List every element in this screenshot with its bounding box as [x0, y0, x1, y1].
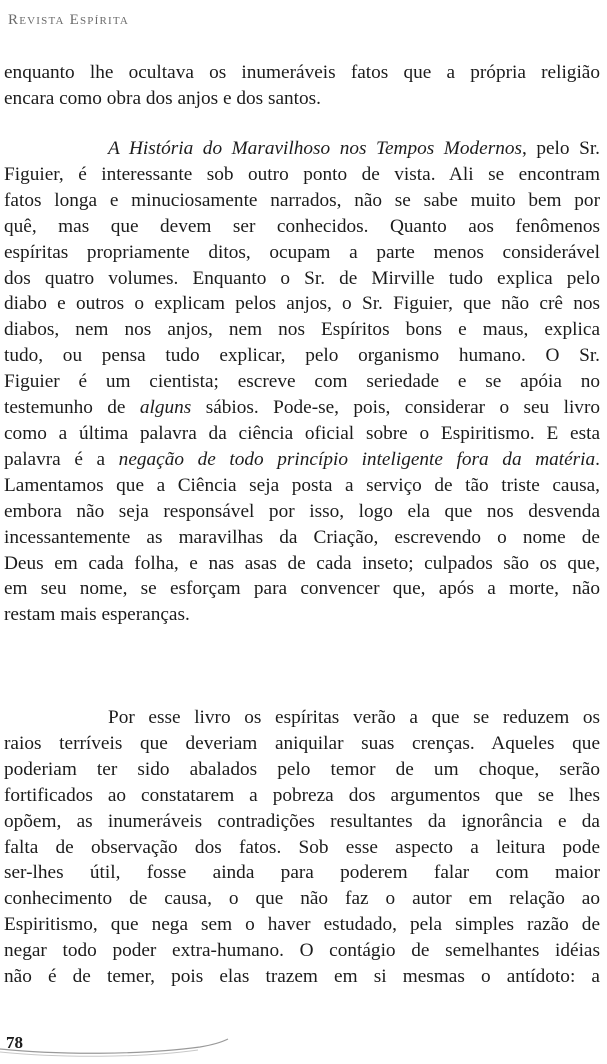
text-line: incessantemente as maravilhas da Criação, escrevendo o nome de [4, 526, 600, 548]
text-line: Figuier é um cientista; escreve com seriedade e se apóia no [4, 371, 600, 393]
text-line: restam mais esperanças. [4, 604, 190, 626]
text-line: fatos longa e minuciosamente narrados, não se sabe muito bem por [4, 189, 600, 211]
text-line: embora não seja responsável por isso, logo ela que nos desvenda [4, 500, 600, 522]
italic-phrase: alguns [139, 397, 192, 419]
text-line: palavra é a negação de todo princípio inteligente fora da matéria. [4, 448, 600, 470]
text-line: espíritas propriamente ditos, ocupam a parte menos considerável [4, 241, 600, 263]
text-line: tudo, ou pensa tudo explicar, pelo organismo humano. O Sr. [4, 345, 600, 367]
text-line: A História do Maravilhoso nos Tempos Modernos, pelo Sr. [108, 138, 601, 159]
text-line: dos quatro volumes. Enquanto o Sr. de Mirville tudo explica pelo [4, 267, 600, 289]
text-line: Figuier, é interessante sob outro ponto de vista. Ali se encontram [4, 163, 600, 185]
text-line: diabos, nem nos anjos, nem nos Espíritos bons e maus, explica [4, 319, 600, 341]
text-line: Espiritismo, que nega sem o haver estudado, pela simples razão de [4, 914, 600, 936]
text-line: raios terríveis que deveriam aniquilar suas crenças. Aqueles que [4, 732, 600, 754]
footer-swoosh [0, 1033, 230, 1063]
text-line: Lamentamos que a Ciência seja posta a serviço de tão triste causa, [4, 474, 600, 496]
text-line: testemunho de alguns sábios. Pode-se, pois, considerar o seu livro [4, 397, 600, 419]
text-line: fortificados ao constatarem a pobreza dos argumentos que se lhes [4, 784, 600, 806]
italic-phrase: A História do Maravilhoso nos Tempos Modernos [108, 138, 522, 159]
text-line: Por esse livro os espíritas verão a que se reduzem os [108, 707, 600, 728]
text-line: falta de observação dos fatos. Sob esse aspecto a leitura pode [4, 836, 600, 858]
text-line: em seu nome, se esforçam para convencer que, após a morte, não [4, 578, 600, 600]
text-line: encara como obra dos anjos e dos santos. [4, 87, 321, 109]
text-line: ser-lhes útil, fosse ainda para poderem falar com maior [4, 862, 600, 884]
text-line: diabo e outros o explicam pelos anjos, o Sr. Figuier, que não crê nos [4, 293, 600, 315]
paragraph-2 [4, 136, 600, 628]
paragraph-3 [4, 705, 600, 990]
paragraph-1 [4, 60, 600, 112]
text-line: opõem, as inumeráveis contradições resultantes da ignorância e da [4, 810, 600, 832]
running-head: Revista Espírita [8, 12, 130, 28]
text-line: conhecimento de causa, o que não faz o autor em relação ao [4, 888, 600, 910]
text-line: negar todo poder extra-humano. O contágio de semelhantes idéias [4, 940, 600, 962]
page-number: 78 [6, 1033, 23, 1052]
text-line: não é de temer, pois elas trazem em si mesmas o antídoto: a [4, 966, 600, 988]
text-line: enquanto lhe ocultava os inumeráveis fatos que a própria religião [4, 62, 600, 83]
italic-phrase: negação de todo princípio inteligente fora da matéria [118, 448, 596, 470]
text-line: como a última palavra da ciência oficial sobre o Espiritismo. E esta [4, 422, 600, 444]
text-line: poderiam ter sido abalados pelo temor de um choque, serão [4, 758, 600, 780]
text-line: Deus em cada folha, e nas asas de cada inseto; culpados são os que, [4, 552, 600, 574]
text-line: quê, mas que devem ser conhecidos. Quanto aos fenômenos [4, 215, 600, 237]
